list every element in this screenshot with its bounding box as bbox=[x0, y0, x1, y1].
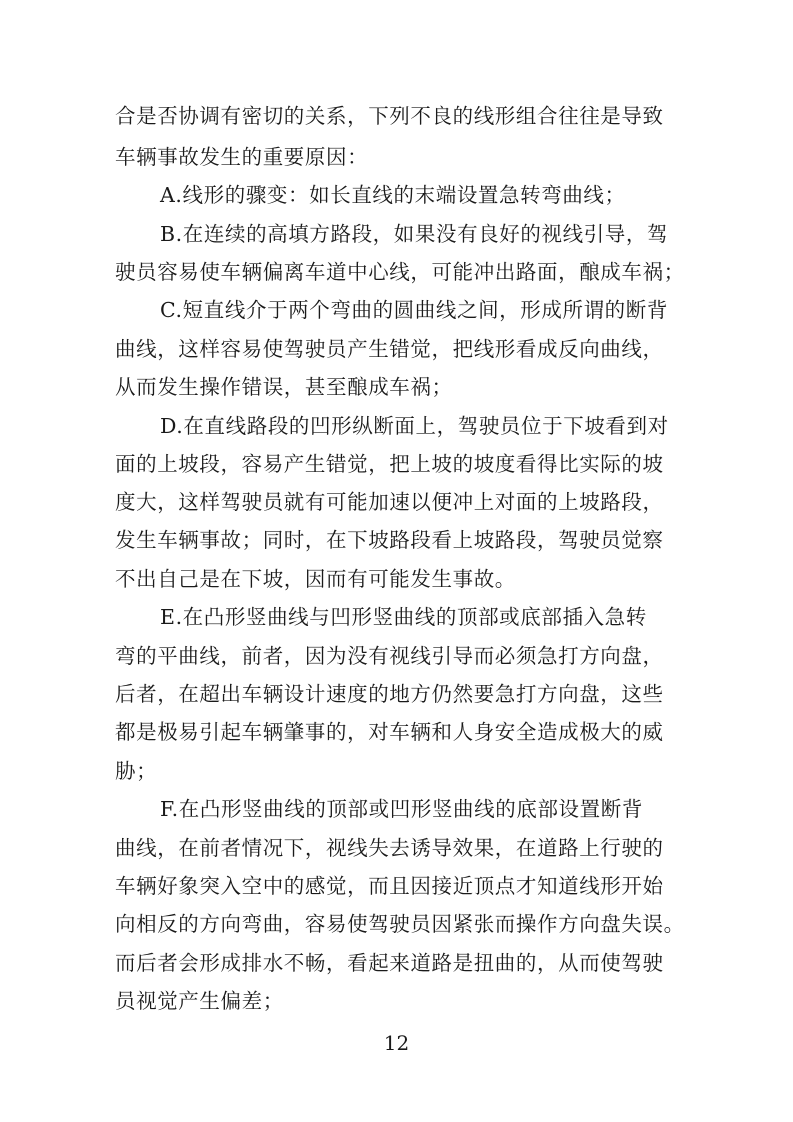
text-line-item-a: A.线形的骤变：如长直线的末端设置急转弯曲线； bbox=[160, 183, 626, 207]
text-line: 后者，在超出车辆设计速度的地方仍然要急打方向盘，这些 bbox=[115, 682, 664, 706]
text-line-item-f: F.在凸形竖曲线的顶部或凹形竖曲线的底部设置断背 bbox=[160, 797, 643, 821]
text-line-item-b: B.在连续的高填方路段，如果没有良好的视线引导，驾 bbox=[160, 222, 669, 246]
text-line: 曲线，这样容易使驾驶员产生错觉，把线形看成反向曲线， bbox=[115, 337, 664, 361]
text-line: 员视觉产生偏差； bbox=[115, 989, 284, 1013]
text-line: 不出自己是在下坡，因而有可能发生事故。 bbox=[115, 567, 516, 591]
text-line: 向相反的方向弯曲，容易使驾驶员因紧张而操作方向盘失误。 bbox=[115, 912, 685, 936]
page-number: 12 bbox=[383, 1031, 410, 1055]
text-line: 从而发生操作错误，甚至酿成车祸； bbox=[115, 375, 453, 399]
text-line-item-e: E.在凸形竖曲线与凹形竖曲线的顶部或底部插入急转 bbox=[160, 605, 647, 629]
text-line: 曲线，在前者情况下，视线失去诱导效果，在道路上行驶的 bbox=[115, 836, 664, 860]
text-line: 驶员容易使车辆偏离车道中心线，可能冲出路面，酿成车祸； bbox=[115, 260, 685, 284]
text-line: 发生车辆事故；同时，在下坡路段看上坡路段，驾驶员觉察 bbox=[115, 528, 664, 552]
text-line: 车辆好象突入空中的感觉，而且因接近顶点才知道线形开始 bbox=[115, 874, 664, 898]
text-line: 胁； bbox=[115, 759, 158, 783]
text-line-item-d: D.在直线路段的凹形纵断面上，驾驶员位于下坡看到对 bbox=[160, 414, 669, 438]
text-line: 面的上坡段，容易产生错觉，把上坡的坡度看得比实际的坡 bbox=[115, 452, 664, 476]
text-line: 度大，这样驾驶员就有可能加速以便冲上对面的上坡路段， bbox=[115, 490, 664, 514]
text-line: 合是否协调有密切的关系，下列不良的线形组合往往是导致 bbox=[115, 104, 664, 128]
text-line: 车辆事故发生的重要原因： bbox=[115, 145, 369, 169]
text-line: 弯的平曲线，前者，因为没有视线引导而必须急打方向盘， bbox=[115, 644, 664, 668]
text-line-item-c: C.短直线介于两个弯曲的圆曲线之间，形成所谓的断背 bbox=[160, 298, 668, 322]
text-line: 而后者会形成排水不畅，看起来道路是扭曲的，从而使驾驶 bbox=[115, 951, 664, 975]
text-line: 都是极易引起车辆肇事的，对车辆和人身安全造成极大的威 bbox=[115, 720, 664, 744]
